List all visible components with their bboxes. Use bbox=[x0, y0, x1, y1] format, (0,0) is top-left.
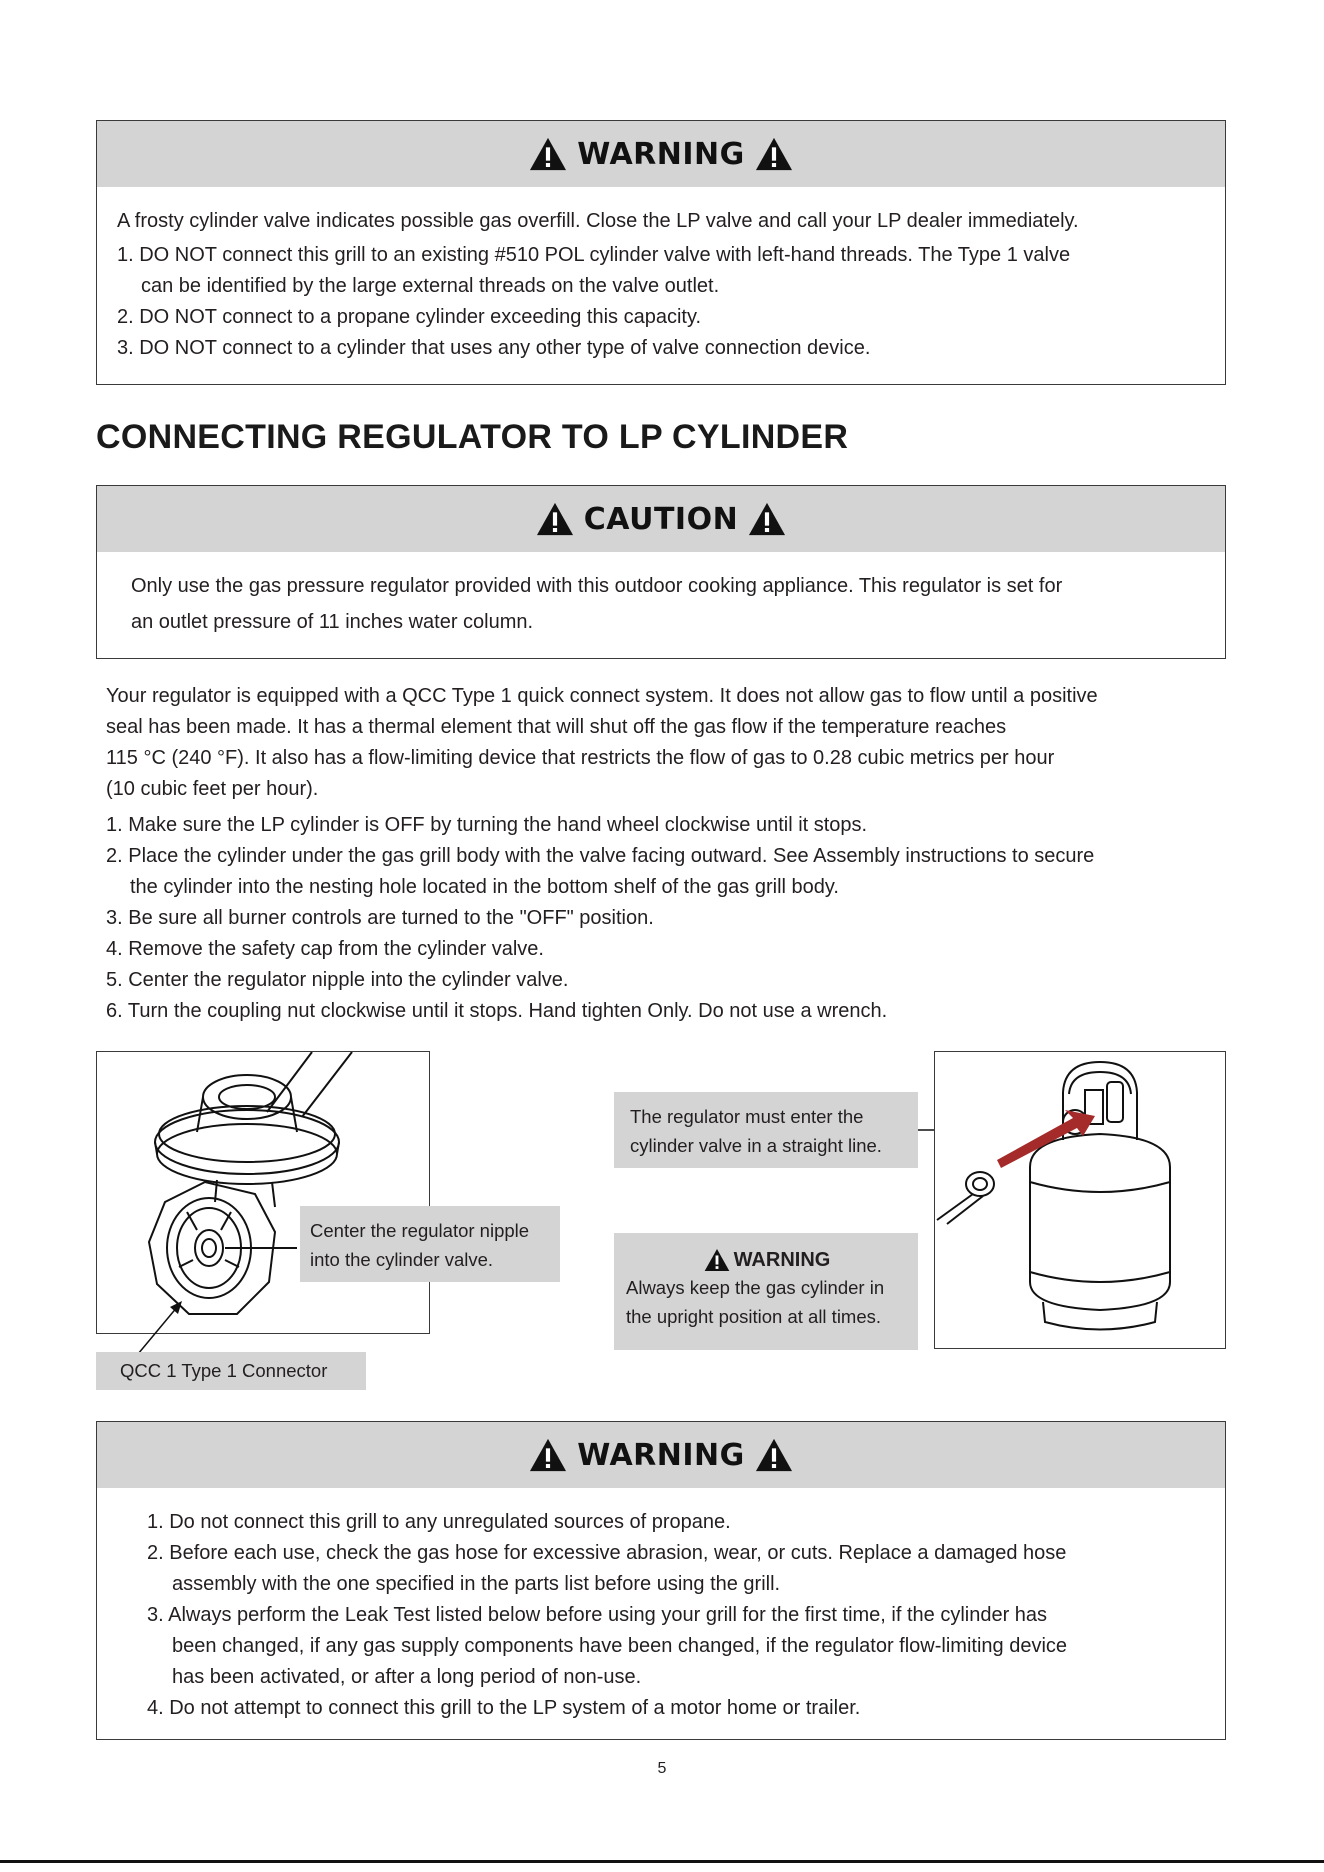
warning-item: 3. DO NOT connect to a cylinder that uses any other type of valve connection device. bbox=[117, 337, 871, 359]
step-item: 1. Make sure the LP cylinder is OFF by turning the hand wheel clockwise until it stops. bbox=[106, 814, 868, 836]
step-item: the cylinder into the nesting hole located in the bottom shelf of the gas grill body. bbox=[130, 876, 839, 898]
straight-line-callout-line: cylinder valve in a straight line. bbox=[630, 1135, 882, 1156]
warning-title: WARNING bbox=[577, 136, 745, 172]
warning-intro: A frosty cylinder valve indicates possible gas overfill. Close the LP valve and call your LP dealer immediately. bbox=[117, 210, 1079, 232]
warning-item: 1. Do not connect this grill to any unregulated sources of propane. bbox=[147, 1511, 731, 1533]
nipple-callout-line: Center the regulator nipple bbox=[310, 1220, 530, 1241]
intro-paragraph-line: seal has been made. It has a thermal element that will shut off the gas flow if the temperature reaches bbox=[106, 716, 1007, 738]
upright-warning-callout bbox=[614, 1233, 918, 1350]
upright-warning-title: WARNING bbox=[733, 1249, 831, 1271]
connector-label-text: QCC 1 Type 1 Connector bbox=[120, 1360, 328, 1381]
warning-item: can be identified by the large external threads on the valve outlet. bbox=[141, 275, 720, 297]
caution-title: CAUTION bbox=[583, 501, 739, 537]
straight-line-callout bbox=[614, 1092, 918, 1168]
warning-item: 3. Always perform the Leak Test listed below before using your grill for the first time, if the cylinder has bbox=[147, 1604, 1048, 1626]
step-item: 4. Remove the safety cap from the cylinder valve. bbox=[106, 938, 544, 960]
step-item: 3. Be sure all burner controls are turned to the "OFF" position. bbox=[106, 907, 654, 929]
warning-triangle-icon bbox=[529, 136, 567, 172]
bottom-rule bbox=[0, 1860, 1324, 1863]
step-item: 5. Center the regulator nipple into the cylinder valve. bbox=[106, 969, 569, 991]
warning-header bbox=[97, 121, 1225, 187]
nipple-callout bbox=[300, 1206, 560, 1282]
regulator-illustration bbox=[97, 1052, 428, 1332]
warning-triangle-icon bbox=[755, 136, 793, 172]
warning-triangle-icon bbox=[529, 1437, 567, 1473]
connector-label bbox=[96, 1352, 366, 1390]
upright-warning-heading bbox=[626, 1247, 908, 1273]
section-title: CONNECTING REGULATOR TO LP CYLINDER bbox=[96, 418, 849, 456]
warning-item: 4. Do not attempt to connect this grill to the LP system of a motor home or trailer. bbox=[147, 1697, 861, 1719]
intro-paragraph-line: (10 cubic feet per hour). bbox=[106, 778, 319, 800]
warning-item: 1. DO NOT connect this grill to an existing #510 POL cylinder valve with left-hand threads. The Type 1 valve bbox=[117, 244, 1071, 266]
intro-paragraph-line: 115 °C (240 °F). It also has a flow-limiting device that restricts the flow of gas to 0.28 cubic metrics per hour bbox=[106, 747, 1055, 769]
nipple-callout-line: into the cylinder valve. bbox=[310, 1249, 494, 1270]
step-item: 6. Turn the coupling nut clockwise until it stops. Hand tighten Only. Do not use a wrench. bbox=[106, 1000, 888, 1022]
caution-text: Only use the gas pressure regulator provided with this outdoor cooking appliance. This regulator is set for bbox=[131, 575, 1063, 597]
straight-line-callout-line: The regulator must enter the bbox=[630, 1106, 864, 1127]
warning-item: has been activated, or after a long period of non-use. bbox=[172, 1666, 642, 1688]
regulator-illustration-frame bbox=[96, 1051, 430, 1334]
warning-title: WARNING bbox=[577, 1437, 745, 1473]
upright-warning-line: the upright position at all times. bbox=[626, 1306, 882, 1327]
cylinder-illustration bbox=[935, 1052, 1224, 1347]
page-number: 5 bbox=[657, 1760, 667, 1777]
cylinder-illustration-frame bbox=[934, 1051, 1226, 1349]
warning-triangle-icon bbox=[536, 501, 574, 537]
warning-triangle-icon bbox=[755, 1437, 793, 1473]
warning-item: 2. DO NOT connect to a propane cylinder exceeding this capacity. bbox=[117, 306, 702, 328]
step-item: 2. Place the cylinder under the gas grill body with the valve facing outward. See Assembly instructions to secure bbox=[106, 845, 1095, 867]
warning-triangle-icon bbox=[704, 1248, 730, 1272]
warning-item: been changed, if any gas supply components have been changed, if the regulator flow-limiting device bbox=[172, 1635, 1068, 1657]
caution-header bbox=[97, 486, 1225, 552]
warning-box-bottom bbox=[96, 1421, 1226, 1740]
warning-item: 2. Before each use, check the gas hose for excessive abrasion, wear, or cuts. Replace a damaged hose bbox=[147, 1542, 1067, 1564]
intro-paragraph-line: Your regulator is equipped with a QCC Type 1 quick connect system. It does not allow gas to flow until a positive bbox=[106, 685, 1098, 707]
warning-header bbox=[97, 1422, 1225, 1488]
warning-item: assembly with the one specified in the parts list before using the grill. bbox=[172, 1573, 781, 1595]
warning-triangle-icon bbox=[748, 501, 786, 537]
caution-text: an outlet pressure of 11 inches water column. bbox=[131, 611, 534, 633]
upright-warning-line: Always keep the gas cylinder in bbox=[626, 1277, 885, 1298]
warning-box-top bbox=[96, 120, 1226, 385]
caution-box bbox=[96, 485, 1226, 659]
